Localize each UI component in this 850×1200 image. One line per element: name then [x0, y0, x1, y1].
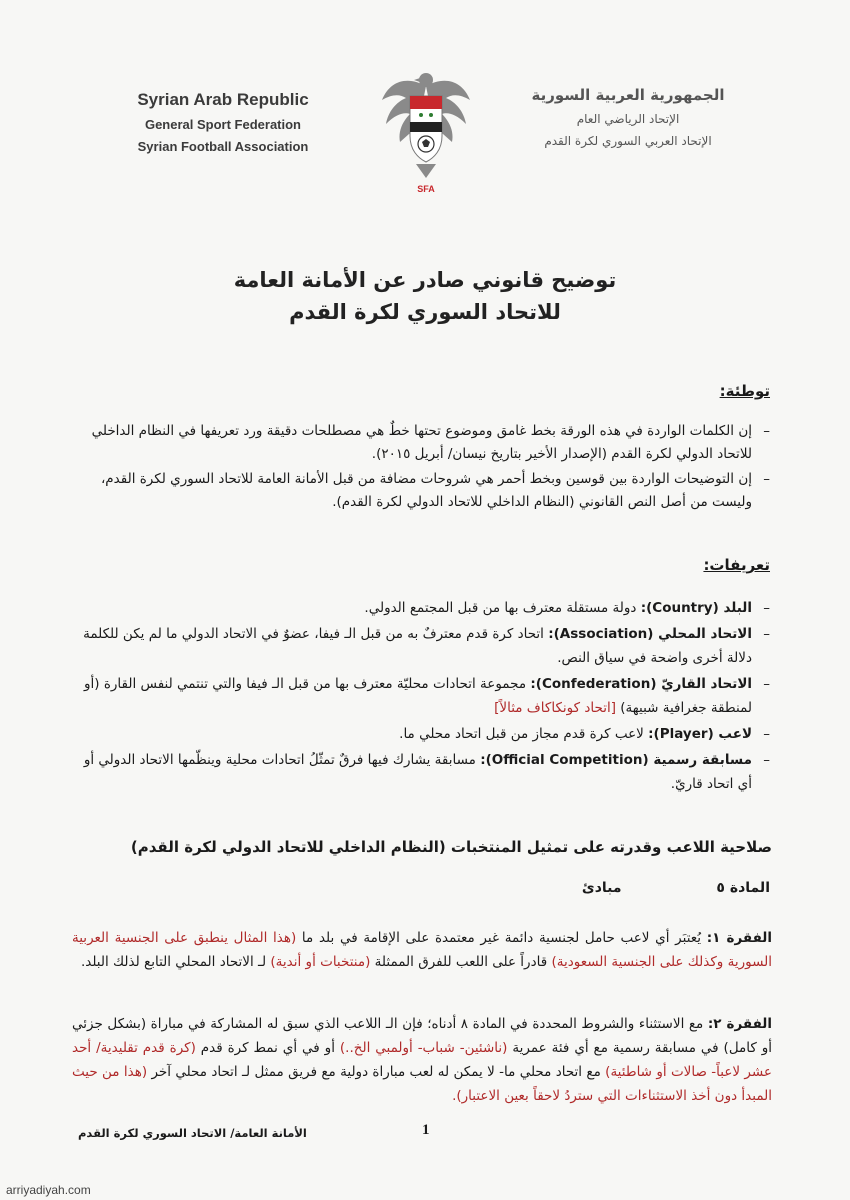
paragraph-text: مع اتحاد محلي ما- لا يمكن له لعب مباراة دولية مع فريق ممثل لـ اتحاد محلي آخر: [151, 1064, 601, 1080]
definitions-list: [72, 596, 772, 798]
article-title: مبادئ: [581, 880, 622, 896]
header-ar-line2: الإتحاد الرياضي العام: [576, 112, 680, 126]
paragraph-text: يُعتبَر أي لاعب حامل لجنسية دائمة غير معتمدة على الإقامة في بلد ما: [301, 930, 702, 946]
page-title-line1: توضيح قانوني صادر عن الأمانة العامة: [233, 268, 617, 292]
intro-item-1: – إن الكلمات الواردة في هذه الورقة بخط غامق وموضوع تحتها خطٌ هي مصطلحات دقيقة ورد تعريفها في النظام الداخلي للاتحاد الدولي لكرة القدم (الإصدار الأخير بتاريخ نيسان/ أبريل ٢٠١٥).: [72, 420, 772, 466]
page-number: 1: [422, 1122, 430, 1138]
definition-term: مسابقة رسمية (Official Competition):: [480, 752, 752, 768]
definition-text: دولة مستقلة معترف بها من قبل المجتمع الدولي.: [364, 600, 637, 616]
definitions-heading: تعريفات:: [703, 556, 770, 574]
paragraph-label: الفقرة ١:: [706, 930, 772, 946]
header-en-line2: General Sport Federation: [144, 117, 302, 132]
paragraph-text: أو في أي نمط كرة قدم: [200, 1040, 335, 1056]
paragraph-1: [72, 926, 772, 974]
paragraph-red-note: (كرة قدم تقليدية/ أحد عشر لاعباً- صالات أو شاطئية): [72, 1040, 772, 1080]
header-arabic: [508, 86, 748, 148]
paragraph-text: قادراً على اللعب للفرق الممثلة: [374, 954, 548, 970]
federation-emblem-icon: [378, 66, 474, 196]
definition-text: لاعب كرة قدم مجاز من قبل اتحاد محلي ما.: [399, 726, 644, 742]
definition-player: [72, 722, 772, 746]
intro-item-2: – إن التوضيحات الواردة بين قوسين وبخط أحمر هي شروحات مضافة من قبل الأمانة العامة للاتحاد السوري لكرة القدم، وليست من أصل النص القانوني (النظام الداخلي للاتحاد الدولي لكرة القدم).: [72, 468, 772, 514]
page-title-line2: للاتحاد السوري لكرة القدم: [289, 300, 561, 324]
paragraph-red-note: (هذا المثال ينطبق على الجنسية العربية السورية وكذلك على الجنسية السعودية): [72, 930, 772, 970]
paragraph-label: الفقرة ٢:: [707, 1016, 772, 1032]
definition-term: الاتحاد المحلي (Association):: [548, 626, 752, 642]
paragraph-red-note: (ناشئين- شباب- أولمبي الخ..): [339, 1040, 508, 1056]
definition-country: [72, 596, 772, 620]
header-en-line3: Syrian Football Association: [137, 139, 309, 154]
paragraph-text: مع الاستثناء والشروط المحددة في المادة ٨ أدناه؛ فإن الـ اللاعب الذي سبق له المشاركة في مباراة (بشكل جزئي أو كامل) في مسابقة رسمية مع أي فئة عمرية: [72, 1016, 773, 1056]
definition-confederation: [72, 672, 772, 720]
header-english: [108, 90, 338, 154]
article-label: المادة ٥: [716, 880, 770, 896]
footer-label: الأمانة العامة/ الاتحاد السوري لكرة القدم: [78, 1126, 307, 1140]
definition-text: مجموعة اتحادات محليّة معترف بها من قبل الـ فيفا والتي تنتمي لنفس القارة (أو لمنطقة جغرافية شبيهة): [83, 676, 752, 716]
emblem-label: SFA: [417, 184, 435, 194]
paragraph-text: لـ الاتحاد المحلي التابع لذلك البلد.: [80, 954, 267, 970]
article-header: [582, 880, 770, 896]
paragraph-2: [72, 1012, 772, 1108]
intro-list: [72, 420, 772, 516]
eligibility-heading: صلاحية اللاعب وقدرته على تمثيل المنتخبات (النظام الداخلي للاتحاد الدولي لكرة القدم): [130, 838, 772, 856]
definition-term: البلد (Country):: [640, 600, 752, 616]
definition-text: مسابقة يشارك فيها فرقٌ تمثّلُ اتحادات محلية وينظّمها الاتحاد الدولي أو أي اتحاد قاريّ.: [83, 752, 752, 792]
definition-red-note: [اتحاد كونكاكاف مثالاً]: [494, 700, 616, 716]
definition-term: لاعب (Player):: [648, 726, 752, 742]
header-en-line1: Syrian Arab Republic: [137, 90, 309, 109]
paragraph-red-note: (منتخبات أو أندية): [270, 954, 371, 970]
header-ar-line1: الجمهورية العربية السورية: [531, 86, 725, 104]
definition-association: [72, 622, 772, 670]
paragraph-red-note: (هذا من حيث المبدأ دون أخذ الاستثناءات التي ستردُ لاحقاً بعين الاعتبار).: [72, 1064, 772, 1104]
definition-term: الاتحاد القاريّ (Confederation):: [530, 676, 752, 692]
definition-official-competition: [72, 748, 772, 796]
header-ar-line3: الإتحاد العربي السوري لكرة القدم: [544, 134, 712, 148]
definition-text: اتحاد كرة قدم معترفٌ به من قبل الـ فيفا، عضوٌ في الاتحاد الدولي ما لم يكن للكلمة دلالة أخرى واضحة في سياق النص.: [83, 626, 752, 666]
intro-heading: توطئة:: [719, 382, 770, 400]
watermark: arriyadiyah.com: [6, 1183, 91, 1197]
